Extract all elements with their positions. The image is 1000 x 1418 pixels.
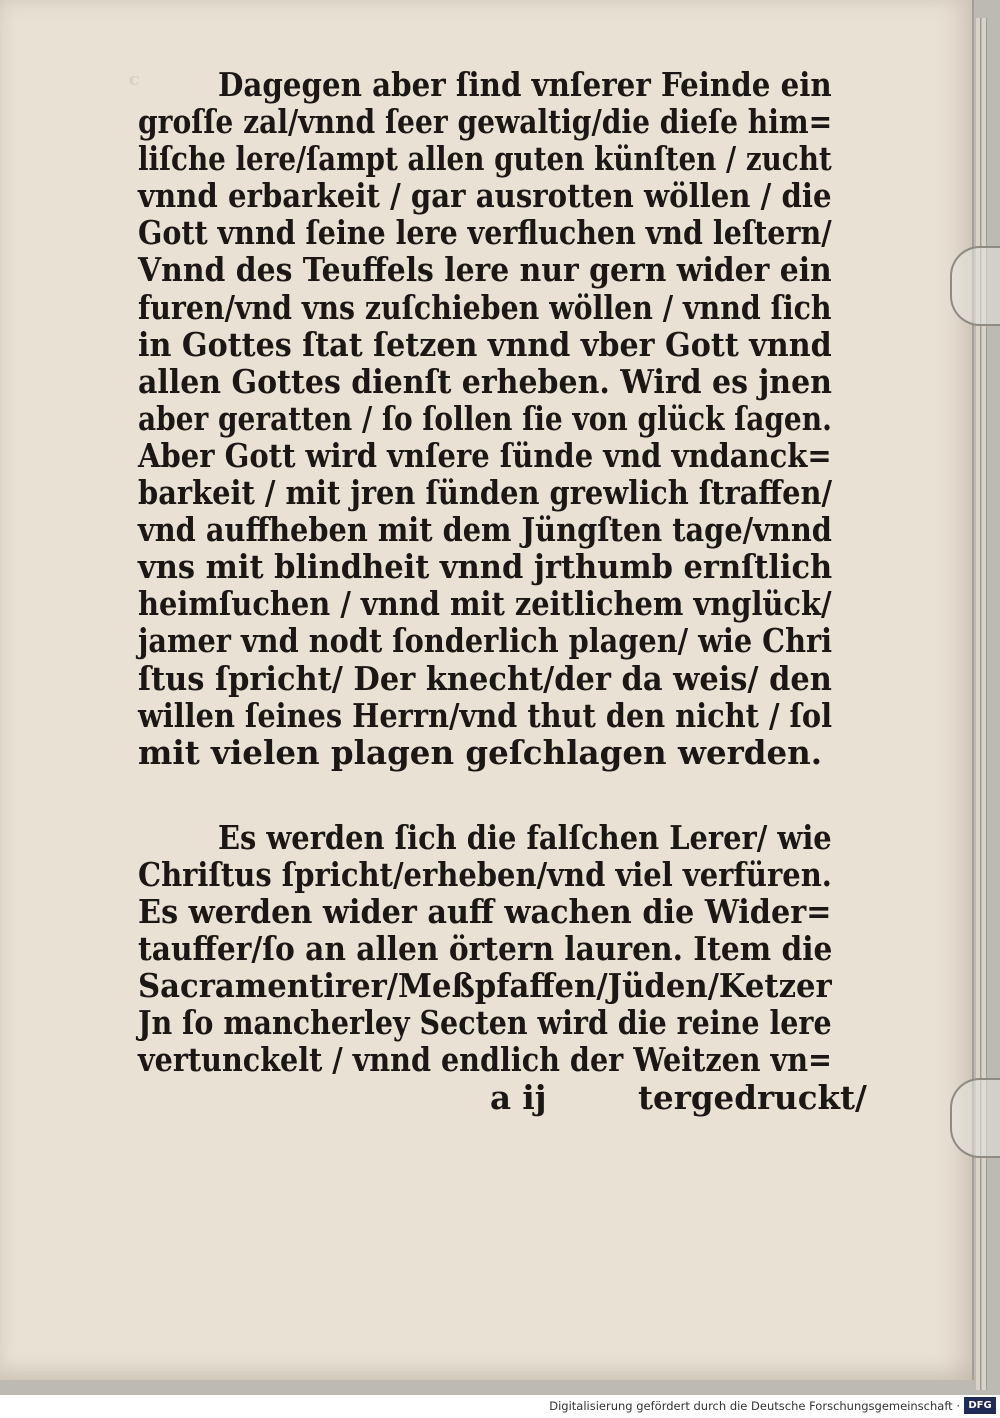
paragraph-gap	[138, 771, 832, 819]
text-line: Chriſtus ſpricht/erheben/vnd viel verfüren.	[138, 854, 832, 894]
text-line: Sacramentirer/Meßpfaffen/Jüden/Ketzer	[138, 966, 832, 1006]
text-line: aber geratten / ſo ſollen ſie von glück ſagen.	[138, 398, 832, 438]
text-line: vertunckelt / vnnd endlich der Weitzen vn=	[138, 1040, 832, 1080]
text-line: Es werden ſich die falſchen Lerer/ wie	[218, 817, 832, 857]
page-text	[138, 65, 867, 1118]
page-clip-tab	[950, 246, 1000, 326]
signature-mark: a ij	[490, 1078, 547, 1118]
page-edge	[982, 18, 987, 1390]
text-line: vnd auffheben mit dem Jüngſten tage/vnnd	[138, 510, 832, 550]
text-line: Gott vnnd ſeine lere verfluchen vnd leſtern/	[138, 213, 832, 253]
text-line: Vnnd des Teuffels lere nur gern wider ein	[138, 250, 832, 290]
text-line: Dagegen aber ſind vnſerer Feinde ein	[218, 65, 832, 104]
page-clip-tab	[950, 1078, 1000, 1158]
text-line: furen/vnd vns zuſchieben wöllen / vnnd ſich	[138, 287, 832, 327]
text-line: barkeit / mit jren ſünden grewlich ſtraffen/	[138, 473, 833, 513]
text-line: Es werden wider auff wachen die Wider=	[138, 891, 832, 931]
text-line: ſtus ſpricht/ Der knecht/der da weis/ den	[138, 658, 832, 698]
text-line: heimſuchen / vnnd mit zeitlichem vnglück/	[138, 584, 832, 624]
text-line: jamer vnd nodt ſonderlich plagen/ wie Chri	[138, 621, 833, 661]
digitization-footer	[0, 1395, 1000, 1418]
dfg-logo: DFG	[964, 1397, 996, 1414]
text-line: groſſe zal/vnnd ſeer gewaltig/die dieſe him=	[138, 102, 833, 142]
text-line: tauffer/ſo an allen örtern lauren. Item die	[138, 929, 833, 969]
text-line: vns mit blindheit vnnd jrthumb ernſtlich	[138, 547, 833, 587]
text-line: allen Gottes dienſt erheben. Wird es jnen	[138, 361, 832, 401]
text-line: Aber Gott wird vnſere ſünde vnd vndanck=	[138, 435, 832, 475]
footer-credit: Digitalisierung gefördert durch die Deutsche Forschungsgemeinschaft ·	[549, 1399, 960, 1413]
text-line: Jn ſo mancherley Secten wird die reine lere	[138, 1003, 832, 1043]
show-through-mark: ᶜ	[128, 68, 141, 103]
text-line: mit vielen plagen geſchlagen werden.	[138, 732, 823, 772]
page-footer-line	[138, 1078, 867, 1118]
text-line: in Gottes ſtat ſetzen vnnd vber Gott vnnd	[138, 324, 832, 364]
text-line: vnnd erbarkeit / gar ausrotten wöllen / die	[138, 176, 832, 216]
page-edge	[976, 18, 981, 1390]
text-line: willen ſeines Herrn/vnd thut den nicht / ſol	[138, 695, 833, 735]
text-line: liſche lere/ſampt allen guten künſten / zucht	[138, 139, 832, 179]
catchword: tergedruckt/	[638, 1078, 867, 1118]
